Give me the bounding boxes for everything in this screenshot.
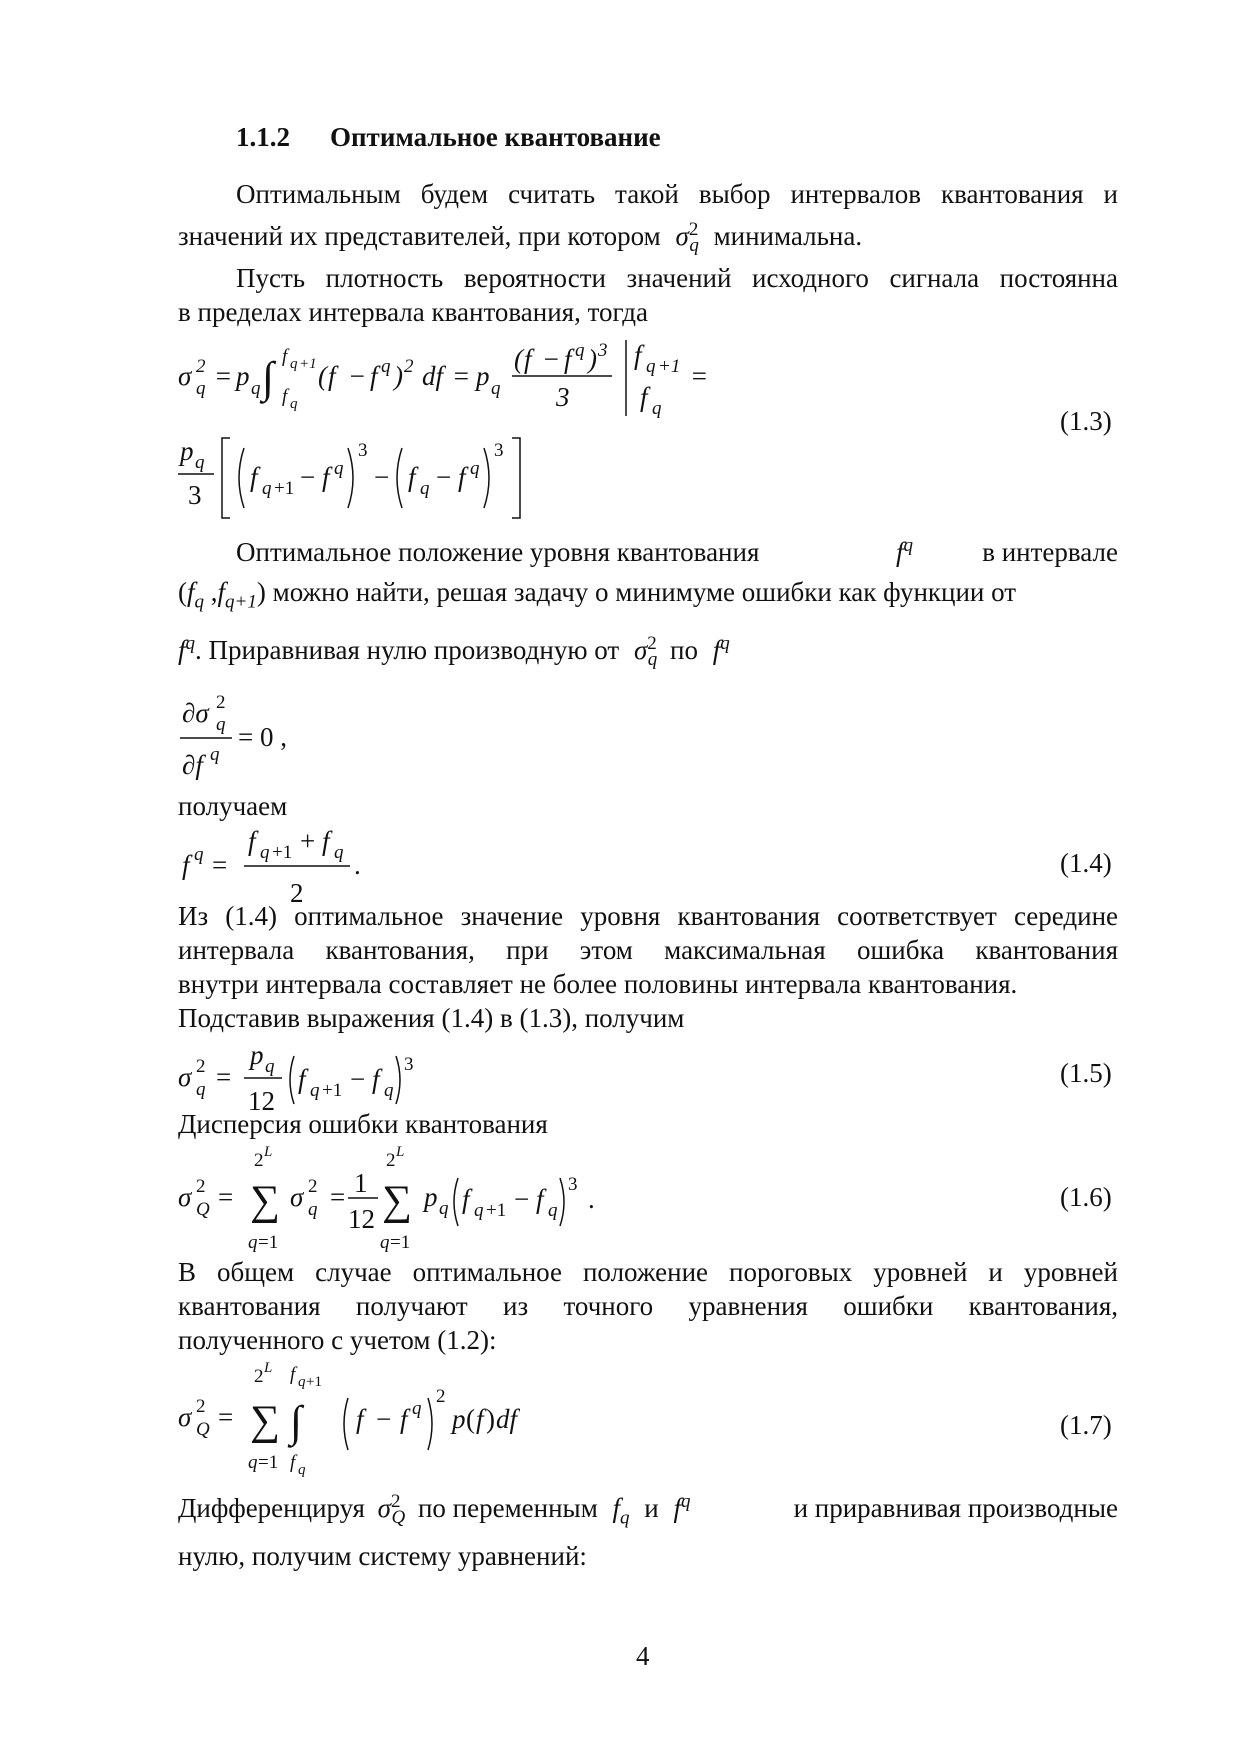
svg-text:2: 2 — [196, 1396, 206, 1417]
svg-text:−: − — [436, 462, 452, 492]
svg-text:q: q — [470, 458, 480, 479]
equation-number-1-3: (1.3) — [1060, 406, 1112, 436]
svg-text:p: p — [452, 1404, 466, 1434]
svg-text:Q: Q — [196, 1199, 210, 1220]
svg-text:f: f — [298, 1064, 306, 1094]
svg-text:+1: +1 — [486, 1200, 507, 1221]
svg-text:2: 2 — [290, 878, 304, 908]
svg-text:): ) — [588, 344, 597, 374]
svg-text:q: q — [548, 1200, 558, 1221]
svg-text:L: L — [264, 1144, 273, 1160]
svg-text:2: 2 — [254, 1150, 264, 1171]
svg-text:L: L — [396, 1144, 405, 1160]
svg-text:3: 3 — [358, 440, 368, 461]
svg-text:−: − — [376, 1404, 392, 1434]
para5-line1: В общем случае оптимальное положение пороговых уровней и уровней — [178, 1257, 1118, 1287]
svg-text:q: q — [380, 1232, 390, 1253]
svg-text:(: ( — [318, 361, 327, 391]
svg-text:Q: Q — [196, 1419, 210, 1440]
svg-text:=: = — [452, 361, 471, 391]
svg-text:=: = — [218, 1402, 234, 1432]
svg-text:df: df — [422, 361, 444, 391]
svg-text:q: q — [652, 398, 662, 419]
svg-text:σ: σ — [178, 1062, 192, 1092]
svg-text:2: 2 — [216, 692, 226, 713]
para5-line3: полученного с учетом (1.2): — [178, 1325, 497, 1355]
svg-text:q: q — [248, 1232, 258, 1253]
svg-text:2: 2 — [386, 1150, 396, 1171]
svg-text:2: 2 — [308, 1176, 318, 1197]
svg-text:+: + — [300, 826, 316, 856]
svg-text:−: − — [374, 462, 390, 492]
svg-text:f: f — [322, 826, 330, 856]
svg-text:−: − — [350, 1064, 366, 1094]
para3-line2: ($f_q$ $,f_{q+1}$) можно найти, решая задачу о минимуме ошибки как функции от — [178, 577, 1017, 613]
svg-text:q: q — [474, 1200, 484, 1221]
equation-derivative-svg — [178, 686, 338, 786]
svg-text:p: p — [250, 1040, 264, 1070]
equation-1-7-svg — [178, 1356, 598, 1476]
svg-text:f: f — [462, 1184, 470, 1214]
svg-text:q: q — [384, 1080, 394, 1101]
page-number: 4 — [636, 1641, 650, 1671]
para4-line2: интервала квантования, при этом максимальная ошибка квантования — [178, 935, 1118, 965]
svg-text:+1: +1 — [272, 842, 293, 863]
svg-text:+1: +1 — [322, 1080, 343, 1101]
svg-text:q: q — [298, 1462, 306, 1478]
svg-text:.: . — [588, 1184, 595, 1214]
svg-text:σ: σ — [178, 1402, 192, 1432]
equation-number-1-5: (1.5) — [1060, 1058, 1112, 1088]
para6-line2: нулю, получим систему уравнений: — [178, 1541, 587, 1571]
svg-text:q: q — [381, 356, 391, 377]
svg-text:+1: +1 — [299, 356, 317, 372]
equation-number-1-6: (1.6) — [1060, 1182, 1112, 1212]
svg-text:=1: =1 — [390, 1232, 411, 1253]
svg-text:f: f — [182, 850, 190, 880]
svg-text:q: q — [248, 1452, 258, 1473]
svg-text:σ: σ — [290, 1182, 304, 1212]
svg-text:f: f — [322, 462, 330, 492]
equation-number-1-4: (1.4) — [1060, 848, 1112, 878]
svg-text:q: q — [196, 378, 206, 399]
svg-text:p: p — [424, 1182, 438, 1212]
svg-text:f: f — [536, 1184, 544, 1214]
svg-text:q: q — [210, 744, 220, 765]
svg-text:f: f — [640, 382, 648, 412]
para4-line1: Из (1.4) оптимальное значение уровня квантования соответствует середине — [178, 901, 1118, 931]
svg-text:q: q — [491, 378, 501, 399]
svg-text:q: q — [216, 714, 226, 735]
svg-text:3: 3 — [188, 480, 202, 510]
svg-text:q: q — [290, 356, 298, 372]
svg-text:−: − — [300, 462, 316, 492]
svg-text:f: f — [634, 340, 642, 370]
svg-text:∑: ∑ — [250, 1178, 280, 1224]
para1-line1: Оптимальным будем считать такой выбор интервалов квантования и — [236, 179, 1118, 209]
svg-text:df: df — [496, 1404, 518, 1434]
svg-text:=: = — [214, 361, 233, 391]
svg-text:q: q — [260, 842, 270, 863]
svg-text:f: f — [524, 344, 532, 374]
svg-text:q: q — [251, 378, 261, 399]
svg-text:=1: =1 — [258, 1232, 279, 1253]
svg-text:3: 3 — [404, 1054, 414, 1075]
svg-text:f: f — [248, 826, 256, 856]
section-heading — [236, 122, 661, 153]
svg-text:q: q — [298, 1374, 306, 1390]
svg-text:f: f — [250, 462, 258, 492]
svg-text:=: = — [330, 1182, 346, 1212]
svg-text:q: q — [334, 458, 344, 479]
svg-text:L: L — [264, 1360, 273, 1376]
svg-text:f: f — [564, 344, 572, 374]
svg-text:f: f — [328, 361, 336, 391]
svg-text:p: p — [236, 361, 250, 391]
svg-text:f: f — [290, 1452, 296, 1473]
equation-1-3-line2-svg — [178, 436, 598, 526]
svg-text:q: q — [265, 1056, 275, 1077]
svg-text:q: q — [262, 478, 272, 499]
svg-text:.: . — [354, 850, 361, 880]
equation-1-3-line2 — [178, 436, 598, 531]
section-title: Оптимальное квантование — [330, 122, 661, 152]
svg-text:f: f — [476, 1404, 484, 1434]
svg-text:∂f: ∂f — [182, 750, 203, 780]
svg-text:3: 3 — [598, 340, 608, 361]
svg-text:3: 3 — [494, 440, 504, 461]
svg-text:q: q — [334, 842, 344, 863]
equation-1-6-svg — [178, 1142, 678, 1252]
svg-text:2: 2 — [436, 1386, 446, 1407]
para1-line2: значений их представителей, при котором $\sigma^2_q$ минимальна. — [178, 219, 863, 257]
svg-text:p: p — [476, 361, 490, 391]
equation-1-3-svg — [178, 340, 798, 430]
svg-text:q: q — [196, 1079, 206, 1100]
para5-line2: квантования получают из точного уравнения ошибки квантования, — [178, 1291, 1118, 1321]
para4-line4: Подставив выражения (1.4) в (1.3), получим — [178, 1003, 685, 1033]
svg-text:q: q — [194, 844, 204, 865]
equation-number-1-7: (1.7) — [1060, 1410, 1112, 1440]
svg-text:3: 3 — [568, 1174, 578, 1195]
svg-text:=: = — [218, 1182, 234, 1212]
text-poluchaem: получаем — [178, 791, 288, 821]
svg-text:2: 2 — [196, 356, 206, 377]
svg-text:q: q — [290, 396, 298, 412]
svg-text:q: q — [575, 340, 585, 361]
svg-text:f: f — [400, 1404, 408, 1434]
svg-text:−: − — [348, 361, 367, 391]
svg-text:−: − — [514, 1184, 530, 1214]
svg-text:f: f — [356, 1404, 364, 1434]
svg-text:f: f — [408, 462, 416, 492]
svg-text:q: q — [310, 1080, 320, 1101]
equation-derivative — [178, 686, 338, 791]
svg-text:2: 2 — [196, 1056, 206, 1077]
svg-text:f: f — [282, 346, 288, 367]
section-number: 1.1.2 — [236, 122, 290, 152]
svg-text:=1: =1 — [258, 1452, 279, 1473]
svg-text:f: f — [372, 1064, 380, 1094]
svg-text:+1: +1 — [274, 478, 295, 499]
svg-text:q: q — [439, 1198, 449, 1219]
svg-text:(: ( — [466, 1404, 475, 1434]
svg-text:1: 1 — [354, 1168, 368, 1198]
svg-text:=: = — [690, 361, 709, 391]
svg-text:q: q — [308, 1199, 318, 1220]
svg-text:∑: ∑ — [250, 1398, 280, 1444]
para2-line2: в пределах интервала квантования, тогда — [178, 297, 648, 327]
svg-text:12: 12 — [348, 1204, 375, 1234]
svg-text:f: f — [370, 361, 378, 391]
svg-text:−: − — [542, 344, 561, 374]
svg-text:+1: +1 — [306, 1374, 322, 1390]
text-dispersion: Дисперсия ошибки квантования — [178, 1109, 548, 1139]
svg-text:p: p — [180, 436, 194, 466]
svg-text:q: q — [420, 478, 430, 499]
svg-text:q: q — [646, 356, 656, 377]
equation-1-6 — [178, 1142, 678, 1257]
svg-text:3: 3 — [556, 382, 570, 412]
svg-text:σ: σ — [178, 361, 192, 391]
svg-text:(: ( — [514, 344, 523, 374]
svg-text:q: q — [195, 452, 205, 473]
svg-text:12: 12 — [248, 1086, 275, 1116]
svg-text:2: 2 — [404, 356, 414, 377]
svg-text:): ) — [486, 1404, 495, 1434]
svg-text:2: 2 — [196, 1176, 206, 1197]
svg-text:=: = — [216, 1062, 232, 1092]
svg-text:∫: ∫ — [290, 1397, 303, 1446]
svg-text:σ: σ — [178, 1182, 192, 1212]
para3-line3: $f^q$. Приравнивая нулю производную от $\sigma^2_q$ по $f^q$ — [178, 633, 730, 671]
svg-text:=: = — [212, 850, 228, 880]
svg-text:2: 2 — [254, 1366, 264, 1387]
para4-line3: внутри интервала составляет не более половины интервала квантования. — [178, 969, 1018, 999]
svg-text:∂σ: ∂σ — [182, 698, 209, 728]
equation-1-4-svg — [178, 822, 438, 912]
svg-text:f: f — [282, 386, 288, 407]
svg-text:q: q — [412, 1398, 422, 1419]
svg-text:+1: +1 — [658, 356, 681, 377]
svg-text:∑: ∑ — [382, 1178, 412, 1224]
svg-text:f: f — [458, 462, 466, 492]
equation-1-3-line1 — [178, 340, 798, 437]
svg-text:f: f — [290, 1364, 296, 1385]
equation-1-7 — [178, 1356, 598, 1481]
svg-text:∫: ∫ — [262, 353, 275, 402]
para3-line1: Оптимальное положение уровня квантования $f^q$ в интервале — [236, 535, 1118, 567]
svg-text:): ) — [394, 361, 403, 391]
para6-line1: Дифференцируя $\sigma^2_Q$ по переменным $f_q$ и $f^q$ и приравнивая производные — [178, 1491, 1118, 1529]
svg-text:= 0 ,: = 0 , — [238, 722, 287, 752]
para2-line1: Пусть плотность вероятности значений исходного сигнала постоянна — [236, 263, 1118, 293]
